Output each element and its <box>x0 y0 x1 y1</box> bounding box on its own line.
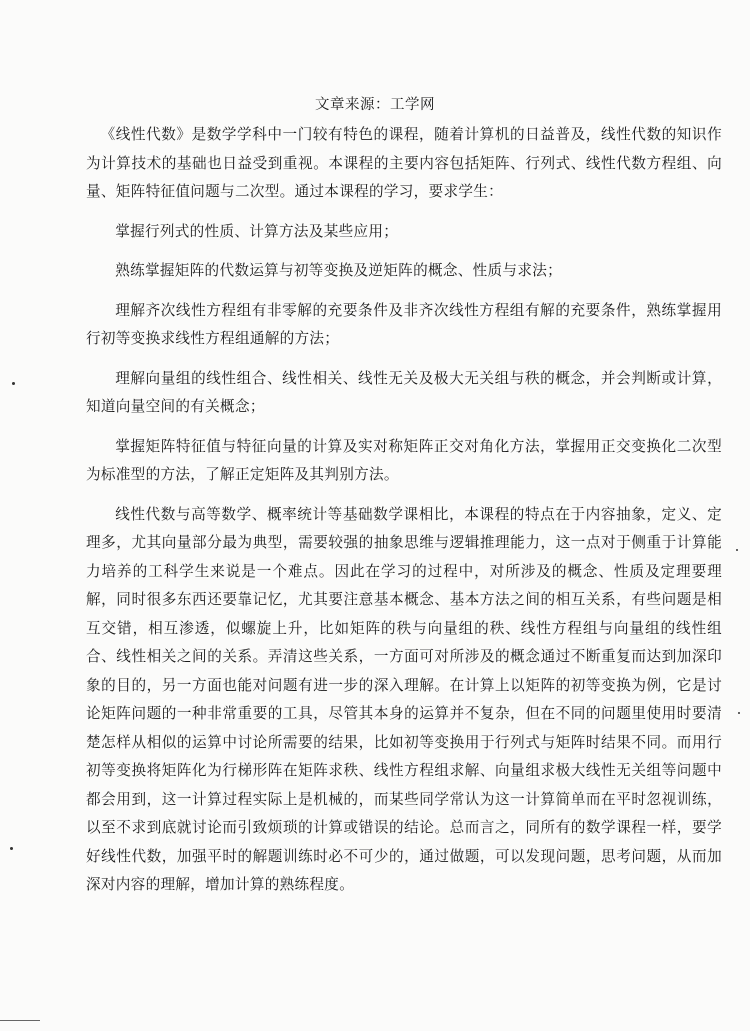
paragraph-requirement-2: 熟练掌握矩阵的代数运算与初等变换及逆矩阵的概念、性质与求法； <box>115 262 563 279</box>
paragraph-intro: 《线性代数》是数学学科中一门较有特色的课程，随着计算机的日益普及，线性代数的知识作为计算技术的基础也日益受到重视。本课程的主要内容包括矩阵、行列式、线性代数方程组、向量、矩阵特征值问题与二次型。通过本课程的学习，要求学生： <box>86 126 722 200</box>
scan-speck <box>12 382 15 385</box>
scan-speck <box>10 847 13 850</box>
article-body <box>86 121 722 911</box>
paragraph-requirement-5: 掌握矩阵特征值与特征向量的计算及实对称矩阵正交对角化方法，掌握用正交变换化二次型为标准型的方法，了解正定矩阵及其判别方法。 <box>86 437 722 483</box>
paragraph-requirement-1: 掌握行列式的性质、计算方法及某些应用； <box>115 222 399 240</box>
paragraph-discussion: 线性代数与高等数学、概率统计等基础数学课相比，本课程的特点在于内容抽象，定义、定理多，尤其向量部分最为典型，需要较强的抽象思维与逻辑推理能力，这一点对于侧重于计算能力培养的工科学生来说是一个难点。因此在学习的过程中，对所涉及的概念、性质及定理要理解，同时很多东西还要靠记忆，尤其要注意基本概念、基本方法之间的相互关系，有些问题是相互交错，相互渗透，似螺旋上升，比如矩阵的秩与向量组的秩、线性方程组与向量组的线性组合、线性相关之间的关系。弄清这些关系，一方面可对所涉及的概念通过不断重复而达到加深印象的目的，另一方面也能对问题有进一步的深入理解。在计算上以矩阵的初等变换为例，它是讨论矩阵问题的一种非常重要的工具，尽管其本身的运算并不复杂，但在不同的问题里使用时要清楚怎样从相似的运算中讨论所需要的结果，比如初等变换用于行列式与矩阵时结果不同。而用行初等变换将矩阵化为行梯形阵在矩阵求秩、线性方程组求解、向量组求极大线性无关组等问题中都会用到，这一计算过程实际上是机械的，而某些同学常认为这一计算简单而在平时忽视训练，以至不求到底就讨论而引致烦琐的计算或错误的结论。总而言之，同所有的数学课程一样，要学好线性代数，加强平时的解题训练时必不可少的，通过做题，可以发现问题，思考问题，从而加深对内容的理解，增加计算的熟练程度。 <box>86 505 722 893</box>
paragraph-requirement-3: 理解齐次线性方程组有非零解的充要条件及非齐次线性方程组有解的充要条件，熟练掌握用行初等变换求线性方程组通解的方法； <box>86 301 722 347</box>
scan-speck <box>736 549 738 551</box>
source-line: 文章来源：工学网 <box>315 97 435 113</box>
scan-speck <box>738 712 740 714</box>
paragraph-requirement-4: 理解向量组的线性组合、线性相关、线性无关及极大无关组与秩的概念，并会判断或计算，知道向量空间的有关概念； <box>86 369 722 415</box>
scan-edge-mark <box>0 1020 40 1021</box>
